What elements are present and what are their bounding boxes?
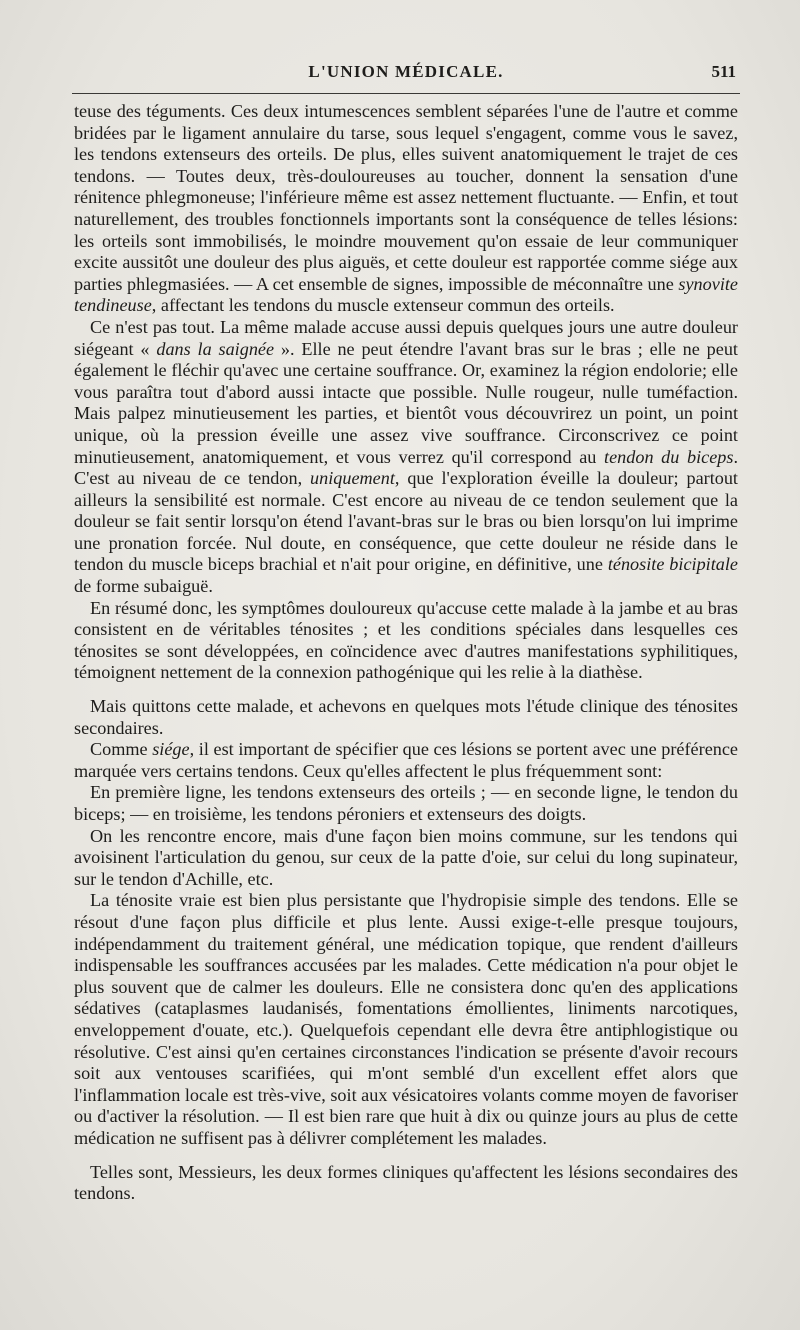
article-body	[74, 101, 738, 1205]
paragraph: En première ligne, les tendons extenseurs des orteils ; — en seconde ligne, le tendon du biceps; — en troisième, les tendons péroniers et extenseurs des doigts.	[74, 782, 738, 824]
paragraph: Mais quittons cette malade, et achevons en quelques mots l'étude clinique des ténosites secondaires.	[74, 696, 738, 738]
header-rule	[72, 93, 740, 94]
paragraph: teuse des téguments. Ces deux intumescences semblent séparées l'une de l'autre et comme bridées par le ligament annulaire du tarse, sous lequel s'engagent, comme vous le savez, les tendons extenseurs des orteils. De plus, elles suivent anatomiquement le trajet de ces tendons. — Toutes deux, très-douloureuses au toucher, donnent la sensation d'une rénitence phlegmoneuse; l'inférieure même est assez nettement fluctuante. — Enfin, et tout naturellement, des troubles fonctionnels importants sont la conséquence de telles lésions: les orteils sont immobilisés, le moindre mouvement qu'on essaie de leur communiquer excite aussitôt une douleur des plus aiguës, et cette douleur est rapportée comme siége aux parties phlegmasiées. — A cet ensemble de signes, impossible de méconnaître une synovite tendineuse, affectant les tendons du muscle extenseur commun des orteils.	[74, 101, 738, 316]
paragraph: Ce n'est pas tout. La même malade accuse aussi depuis quelques jours une autre douleur siégeant « dans la saignée ». Elle ne peut étendre l'avant bras sur le bras ; elle ne peut également le fléchir qu'avec une certaine souffrance. Or, examinez la région endolorie; elle vous paraîtra tout d'abord aussi intacte que possible. Nulle rougeur, nulle tuméfaction. Mais palpez minutieusement les parties, et bientôt vous découvrirez un point, un point unique, où la pression éveille une assez vive souffrance. Circonscrivez ce point minutieusement, anatomiquement, et vous verrez qu'il correspond au tendon du biceps. C'est au niveau de ce tendon, uniquement, que l'exploration éveille la douleur; partout ailleurs la sensibilité est normale. C'est encore au niveau de ce tendon seulement que la douleur se fait sentir lorsqu'on étend l'avant-bras sur le bras ou bien lorsqu'on lui imprime une pronation forcée. Nul doute, en conséquence, que cette douleur ne réside dans le tendon du muscle biceps brachial et n'ait pour origine, en définitive, une ténosite bicipitale de forme subaiguë.	[74, 316, 739, 597]
page-number: 511	[711, 62, 736, 81]
paragraph: Comme siége, il est important de spécifier que ces lésions se portent avec une préférence marquée vers certains tendons. Ceux qu'elles affectent le plus fréquemment sont:	[74, 739, 738, 781]
paragraph: En résumé donc, les symptômes douloureux qu'accuse cette malade à la jambe et au bras consistent en de véritables ténosites ; et les conditions spéciales dans lesquelles ces ténosites se sont développées, en coïncidence avec d'autres manifestations syphilitiques, témoignent nettement de la connexion pathogénique qui les relie à la diathèse.	[74, 597, 738, 683]
running-header	[72, 62, 740, 88]
paragraph: La ténosite vraie est bien plus persistante que l'hydropisie simple des tendons. Elle se résout d'une façon plus difficile et plus lente. Aussi exige-t-elle presque toujours, indépendamment du traitement général, une médication topique, que rendent d'ailleurs indispensable les souffrances accusées par les malades. Cette médication n'a pour objet le plus souvent que de calmer les douleurs. Elle ne consistera donc qu'en des applications sédatives (cataplasmes laudanisés, fomentations émollientes, liniments narcotiques, enveloppement d'ouate, etc.). Quelquefois cependant elle devra être antiphlogistique ou résolutive. C'est ainsi qu'en certaines circonstances l'indication se présente d'avoir recours soit aux ventouses scarifiées, qui m'ont semblé d'un excellent effet alors que l'inflammation locale est très-vive, soit aux vésicatoires volants comme moyen de favoriser ou d'activer la résolution. — Il est bien rare que huit à dix ou quinze jours au plus de cette médication ne suffisent pas à délivrer complétement les malades.	[74, 890, 738, 1148]
journal-title: L'UNION MÉDICALE.	[308, 62, 504, 81]
paragraph: Telles sont, Messieurs, les deux formes cliniques qu'affectent les lésions secondaires des tendons.	[74, 1161, 738, 1204]
paragraph: On les rencontre encore, mais d'une façon bien moins commune, sur les tendons qui avoisinent l'articulation du genou, sur ceux de la patte d'oie, sur celui du long supinateur, sur le tendon d'Achille, etc.	[74, 825, 738, 889]
